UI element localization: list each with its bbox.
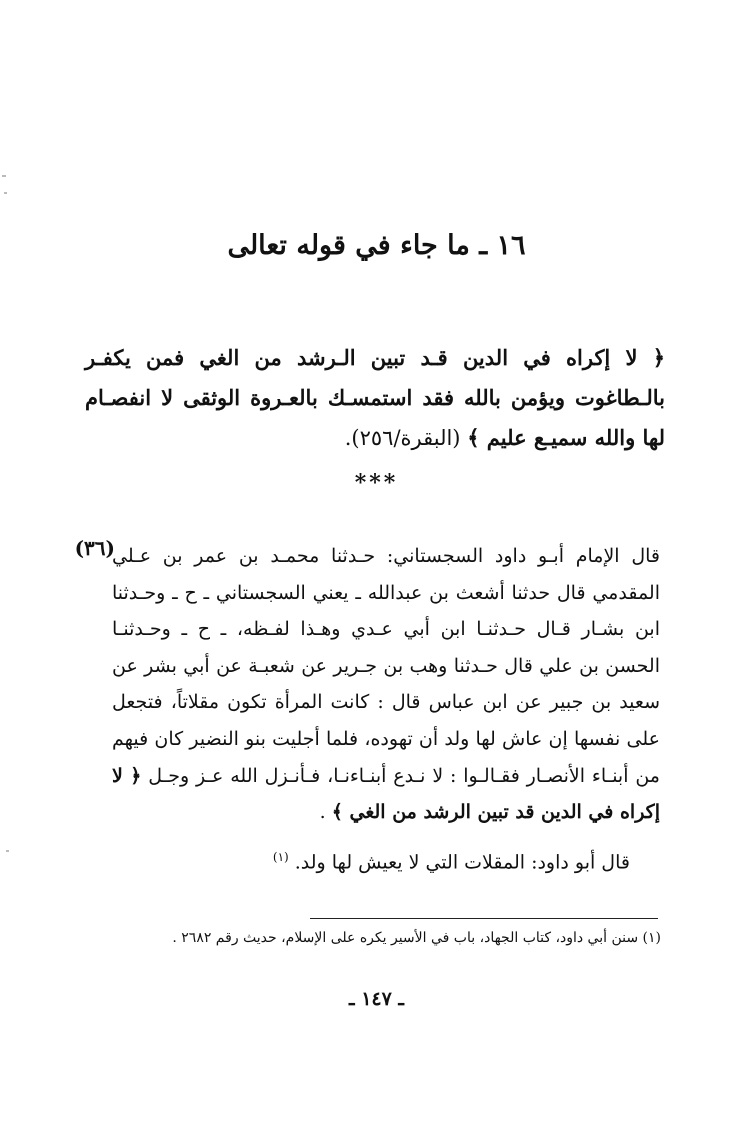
page-number: ـ ١٤٧ ـ <box>349 988 404 1010</box>
scan-speck <box>2 175 6 177</box>
footnote-marker: (١) <box>272 850 289 864</box>
scan-speck <box>4 192 7 194</box>
abu-dawud-note <box>130 850 630 873</box>
hadith-text <box>112 538 660 831</box>
chapter-title: ١٦ ـ ما جاء في قوله تعالى <box>227 230 526 261</box>
hadith-quote: ﴿ لا إكراه في الدين قد تبين الرشد من الغي ﴾ <box>112 764 660 824</box>
hadith-number: (٣٦) <box>74 536 115 560</box>
footnote-divider <box>310 918 658 919</box>
hadith-end: . <box>319 801 332 824</box>
quran-verse <box>85 338 665 458</box>
abu-dawud-text: قال أبو داود: المقلات التي لا يعيش لها ولد. <box>294 851 630 874</box>
verse-reference: (البقرة/٢٥٦). <box>344 426 468 450</box>
hadith-body: قال الإمام أبـو داود السجستاني: حـدثنا محمـد بن عمر بن عـلي المقدمي قال حدثنا أشعث بن عبدالله ـ يعني السجستاني ـ ح ـ وحـدثنا ابن بشـار قـال حـدثنـا ابن أبي عـدي وهـذا لفـظه، ـ ح ـ وحـدثنـا الحسن بن علي قال حـدثنا وهب بن جـرير عن شعبـة عن أبي بشر عن سعيد بن جبير عن ابن عباس قال : كانت المرأة تكون مقلاتاً، فتجعل على نفسها إن عاش لها ولد أن تهوده، فلما أجليت بنو النضير كان فيهم من أبنـاء الأنصـار فقـالـوا : لا نـدع أبنـاءنـا، فـأنـزل الله عـز وجـل <box>112 545 660 787</box>
verse-text: ﴿ لا إكراه في الدين قـد تبين الـرشد من الغي فمن يكفـر بالـطاغوت ويؤمن بالله فقد استمسـك بالعـروة الوثقى لا انفصـام لها والله سميـع عليم ﴾ <box>85 345 665 450</box>
section-separator: *** <box>354 470 399 496</box>
scan-speck <box>6 850 9 852</box>
footnote: (١) سنن أبي داود، كتاب الجهاد، باب في الأسير يكره على الإسلام، حديث رقم ٢٦٨٢ . <box>172 930 661 946</box>
